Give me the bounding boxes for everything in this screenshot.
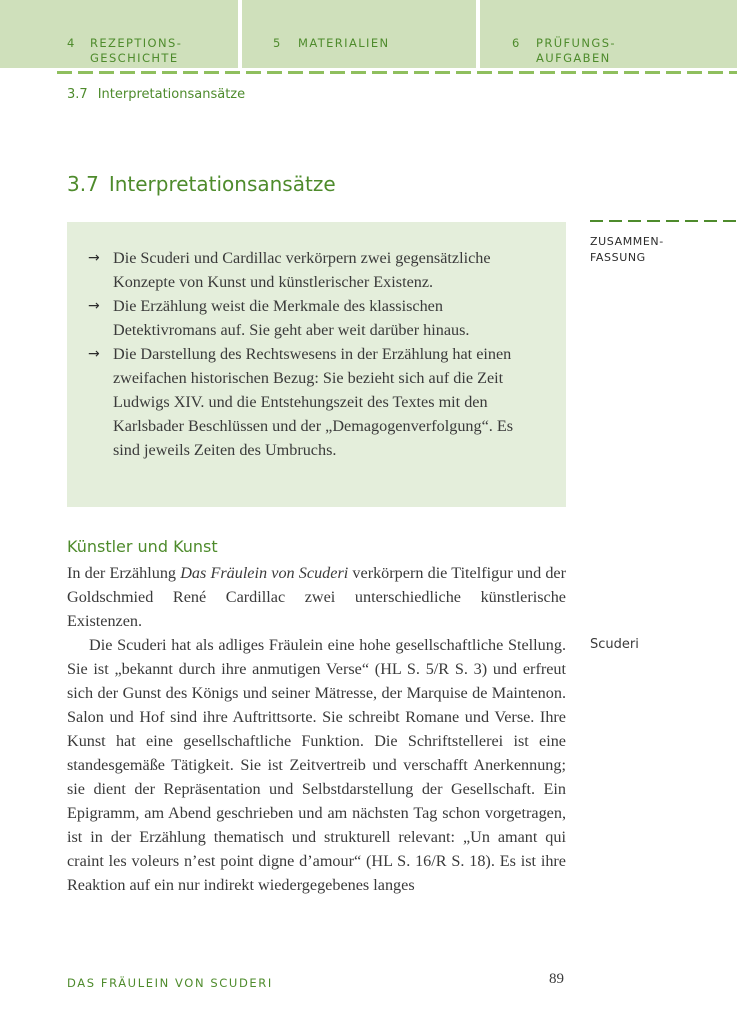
summary-list — [67, 246, 566, 462]
page-number: 89 — [549, 971, 564, 987]
section-number: 3.7 — [67, 172, 99, 196]
breadcrumb — [67, 87, 245, 102]
arrow-right-icon: → — [88, 346, 100, 362]
arrow-right-icon: → — [88, 298, 100, 314]
summary-item: → Die Erzählung weist die Merkmale des klassischen Detektivromans auf. Sie geht aber weit darüber hinaus. — [67, 294, 566, 342]
tab-materialien[interactable] — [242, 0, 476, 68]
summary-item: → Die Darstellung des Rechtswesens in der Erzählung hat einen zweifachen historischen Bezug: Sie bezieht sich auf die Zeit Ludwigs XIV. und die Entstehungszeit des Textes mit den Karlsbader Beschlüssen und der „Demagogenverfolgung“. Es sind jeweils Zeiten des Umbruchs. — [67, 342, 566, 462]
section-title-text: Interpretationsansätze — [108, 172, 336, 196]
tab-pruefungsaufgaben[interactable] — [480, 0, 737, 68]
tab-number: 5 — [273, 36, 282, 50]
tab-label: PRÜFUNGS- AUFGABEN — [536, 36, 616, 65]
paragraph: In der Erzählung Das Fräulein von Scuderi verkörpern die Titelfigur und der Goldschmied René Cardillac zwei unterschiedliche künstlerische Existenzen. — [67, 564, 566, 630]
summary-item: → Die Scuderi und Cardillac verkörpern zwei gegensätzliche Konzepte von Kunst und künstlerischer Existenz. — [67, 246, 566, 294]
subsection-heading: Künstler und Kunst — [67, 537, 218, 556]
margin-dashed-divider — [590, 220, 737, 222]
tab-rezeptionsgeschichte[interactable] — [0, 0, 238, 68]
breadcrumb-number: 3.7 — [67, 87, 88, 102]
tab-label: MATERIALIEN — [298, 36, 390, 50]
body-text — [67, 561, 566, 897]
footer-book-title: DAS FRÄULEIN VON SCUDERI — [67, 976, 273, 990]
header-dashed-divider — [57, 71, 737, 74]
chapter-tab-bar — [0, 0, 737, 68]
arrow-right-icon: → — [88, 250, 100, 266]
margin-note-summary: ZUSAMMEN- FASSUNG — [590, 235, 664, 264]
summary-box — [67, 222, 566, 507]
margin-note-scuderi: Scuderi — [590, 637, 639, 652]
section-title — [67, 172, 336, 196]
tab-number: 6 — [512, 36, 521, 50]
breadcrumb-label: Interpretationsansätze — [97, 87, 246, 102]
tab-label: REZEPTIONS- GESCHICHTE — [90, 36, 183, 65]
paragraph: Die Scuderi hat als adliges Fräulein eine hohe gesellschaftliche Stellung. Sie ist „bekannt durch ihre anmutigen Verse“ (HL S. 5/R S. 3) und erfreut sich der Gunst des Königs und seiner Mätresse, der Marquise de Maintenon. Salon und Hof sind ihre Auftrittsorte. Sie schreibt Romane und Verse. Ihre Kunst hat eine gesellschaftliche Funktion. Die Schriftstellerei ist eine standesgemäße Tätigkeit. Sie ist Zeitvertreib und verschafft Anerkennung; sie dient der Repräsentation und Selbstdarstellung der Gesellschaft. Ein Epigramm, am Abend geschrieben und am nächsten Tag schon vorgetragen, ist in der Erzählung thematisch und strukturell relevant: „Un amant qui craint les voleurs n’est point digne d’amour“ (HL S. 16/R S. 18). Es ist ihre Reaktion auf ein nur indirekt wiedergegebenes langes — [67, 636, 566, 894]
book-title-italic: Das Fräulein von Scuderi — [180, 564, 349, 582]
tab-number: 4 — [67, 36, 76, 50]
